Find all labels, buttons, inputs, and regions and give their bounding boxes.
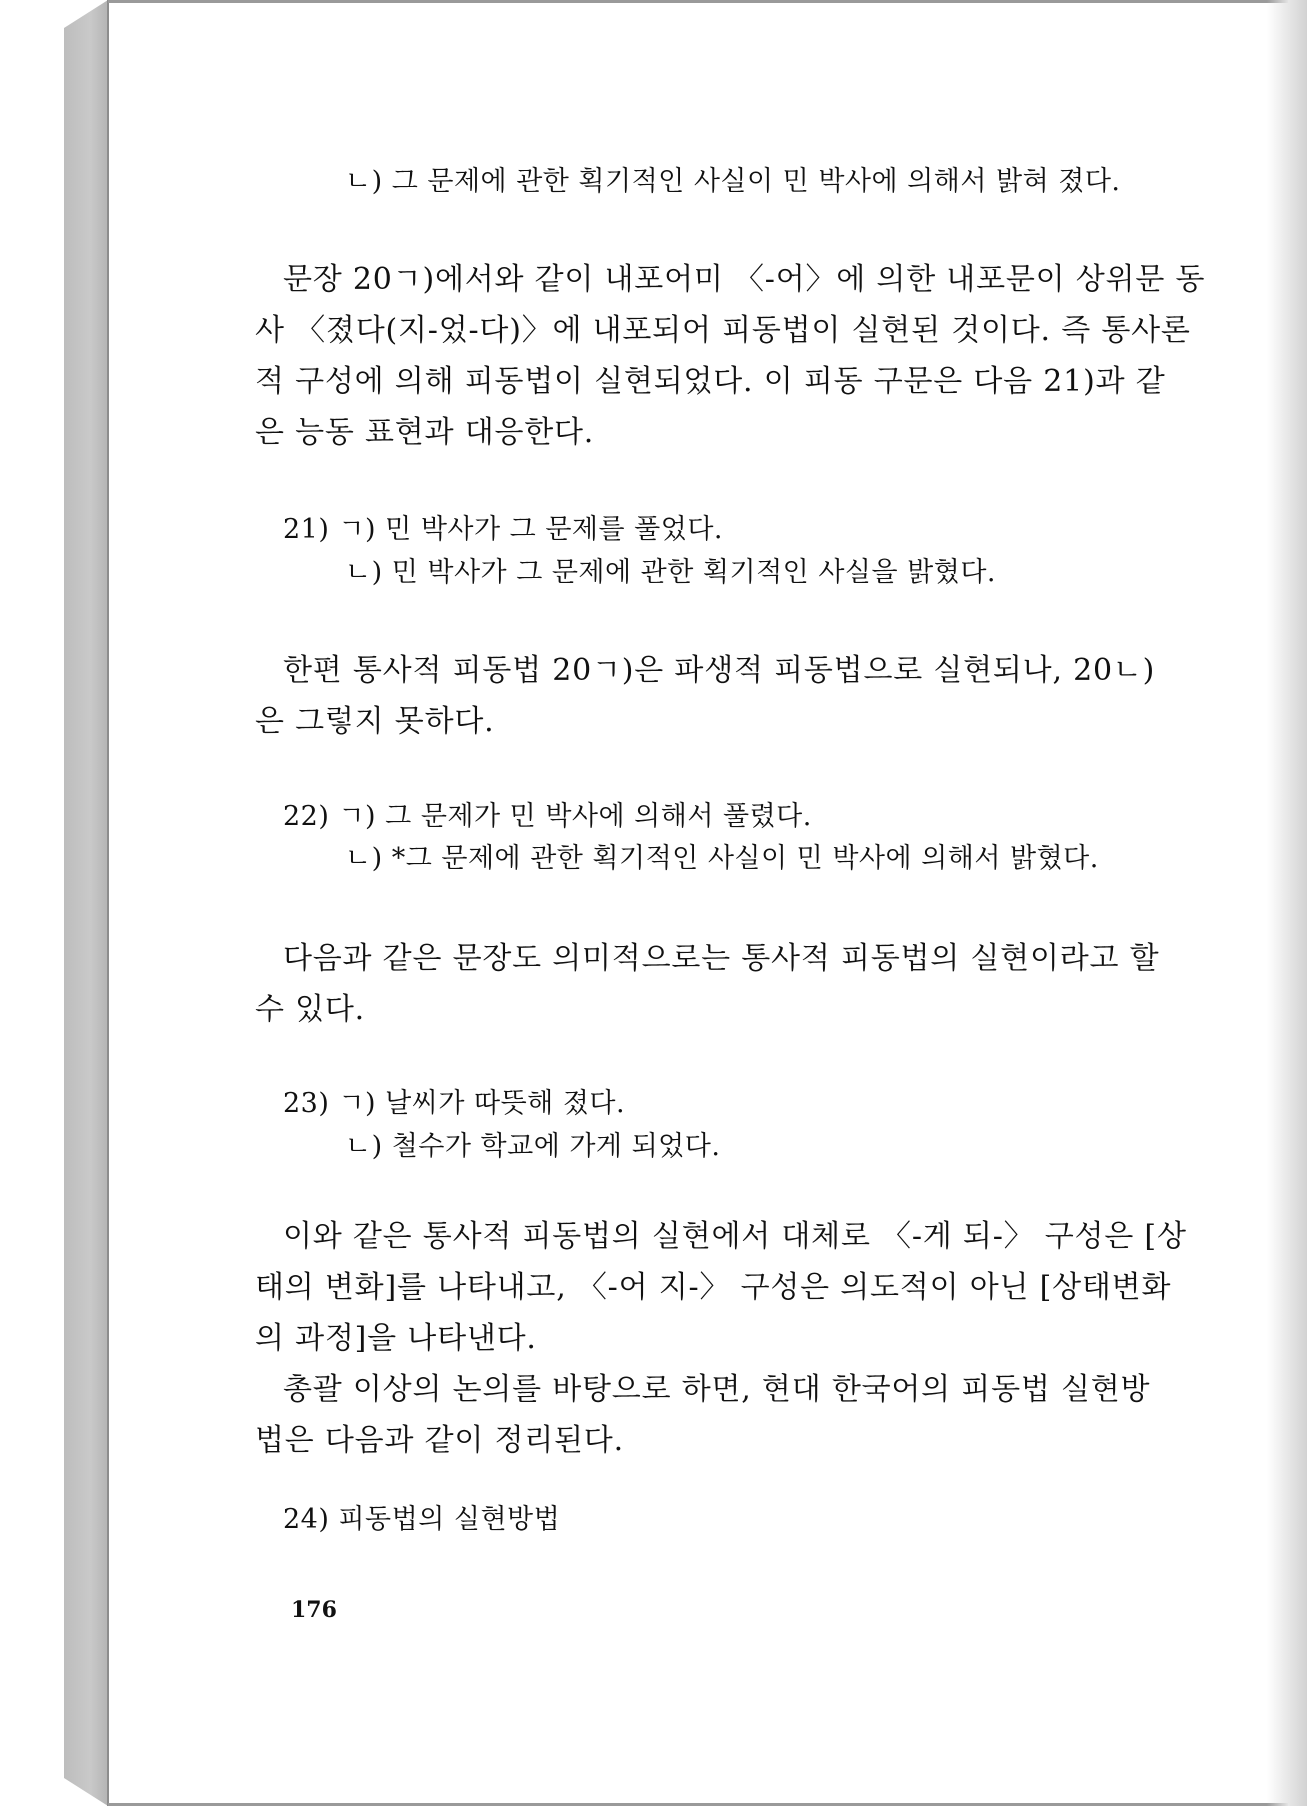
example-21-b: ㄴ) 민 박사가 그 문제에 관한 획기적인 사실을 밝혔다. [345,557,996,588]
example-21-a: 21) ㄱ) 민 박사가 그 문제를 풀었다. [283,514,723,545]
page-right-shadow [1267,0,1307,1806]
paragraph-4-line-3: 의 과정]을 나타낸다. [255,1321,537,1356]
page-number: 176 [291,1597,337,1623]
paragraph-3-line-1: 다음과 같은 문장도 의미적으로는 통사적 피동법의 실현이라고 할 [283,941,1160,976]
paragraph-4-line-1: 이와 같은 통사적 피동법의 실현에서 대체로 〈-게 되-〉 구성은 [상 [283,1219,1187,1254]
example-23-a: 23) ㄱ) 날씨가 따뜻해 졌다. [283,1088,626,1119]
example-22-a: 22) ㄱ) 그 문제가 민 박사에 의해서 풀렸다. [283,801,812,832]
example-23-b: ㄴ) 철수가 학교에 가게 되었다. [345,1131,721,1162]
example-22-b: ㄴ) *그 문제에 관한 획기적인 사실이 민 박사에 의해서 밝혔다. [345,843,1099,874]
paragraph-4-line-2: 태의 변화]를 나타내고, 〈-어 지-〉 구성은 의도적이 아닌 [상태변화 [255,1270,1172,1305]
book-spine [64,0,108,1806]
paragraph-2-line-2: 은 그렇지 못하다. [255,704,495,739]
paragraph-2-line-1: 한편 통사적 피동법 20ㄱ)은 파생적 피동법으로 실현되나, 20ㄴ) [283,653,1156,688]
example-24-heading: 24) 피동법의 실현방법 [283,1504,561,1535]
paragraph-1-line-2: 사 〈졌다(지-었-다)〉에 내포되어 피동법이 실현된 것이다. 즉 통사론 [255,313,1191,348]
paragraph-5-line-2: 법은 다음과 같이 정리된다. [255,1423,624,1458]
paragraph-3-line-2: 수 있다. [255,992,366,1027]
example-20-b: ㄴ) 그 문제에 관한 획기적인 사실이 민 박사에 의해서 밝혀 졌다. [345,166,1121,197]
paragraph-5-line-1: 총괄 이상의 논의를 바탕으로 하면, 현대 한국어의 피동법 실현방 [283,1372,1151,1407]
paragraph-1-line-1: 문장 20ㄱ)에서와 같이 내포어미 〈-어〉에 의한 내포문이 상위문 동 [283,262,1206,297]
paragraph-1-line-4: 은 능동 표현과 대응한다. [255,415,595,450]
paragraph-1-line-3: 적 구성에 의해 피동법이 실현되었다. 이 피동 구문은 다음 21)과 같 [255,364,1166,399]
